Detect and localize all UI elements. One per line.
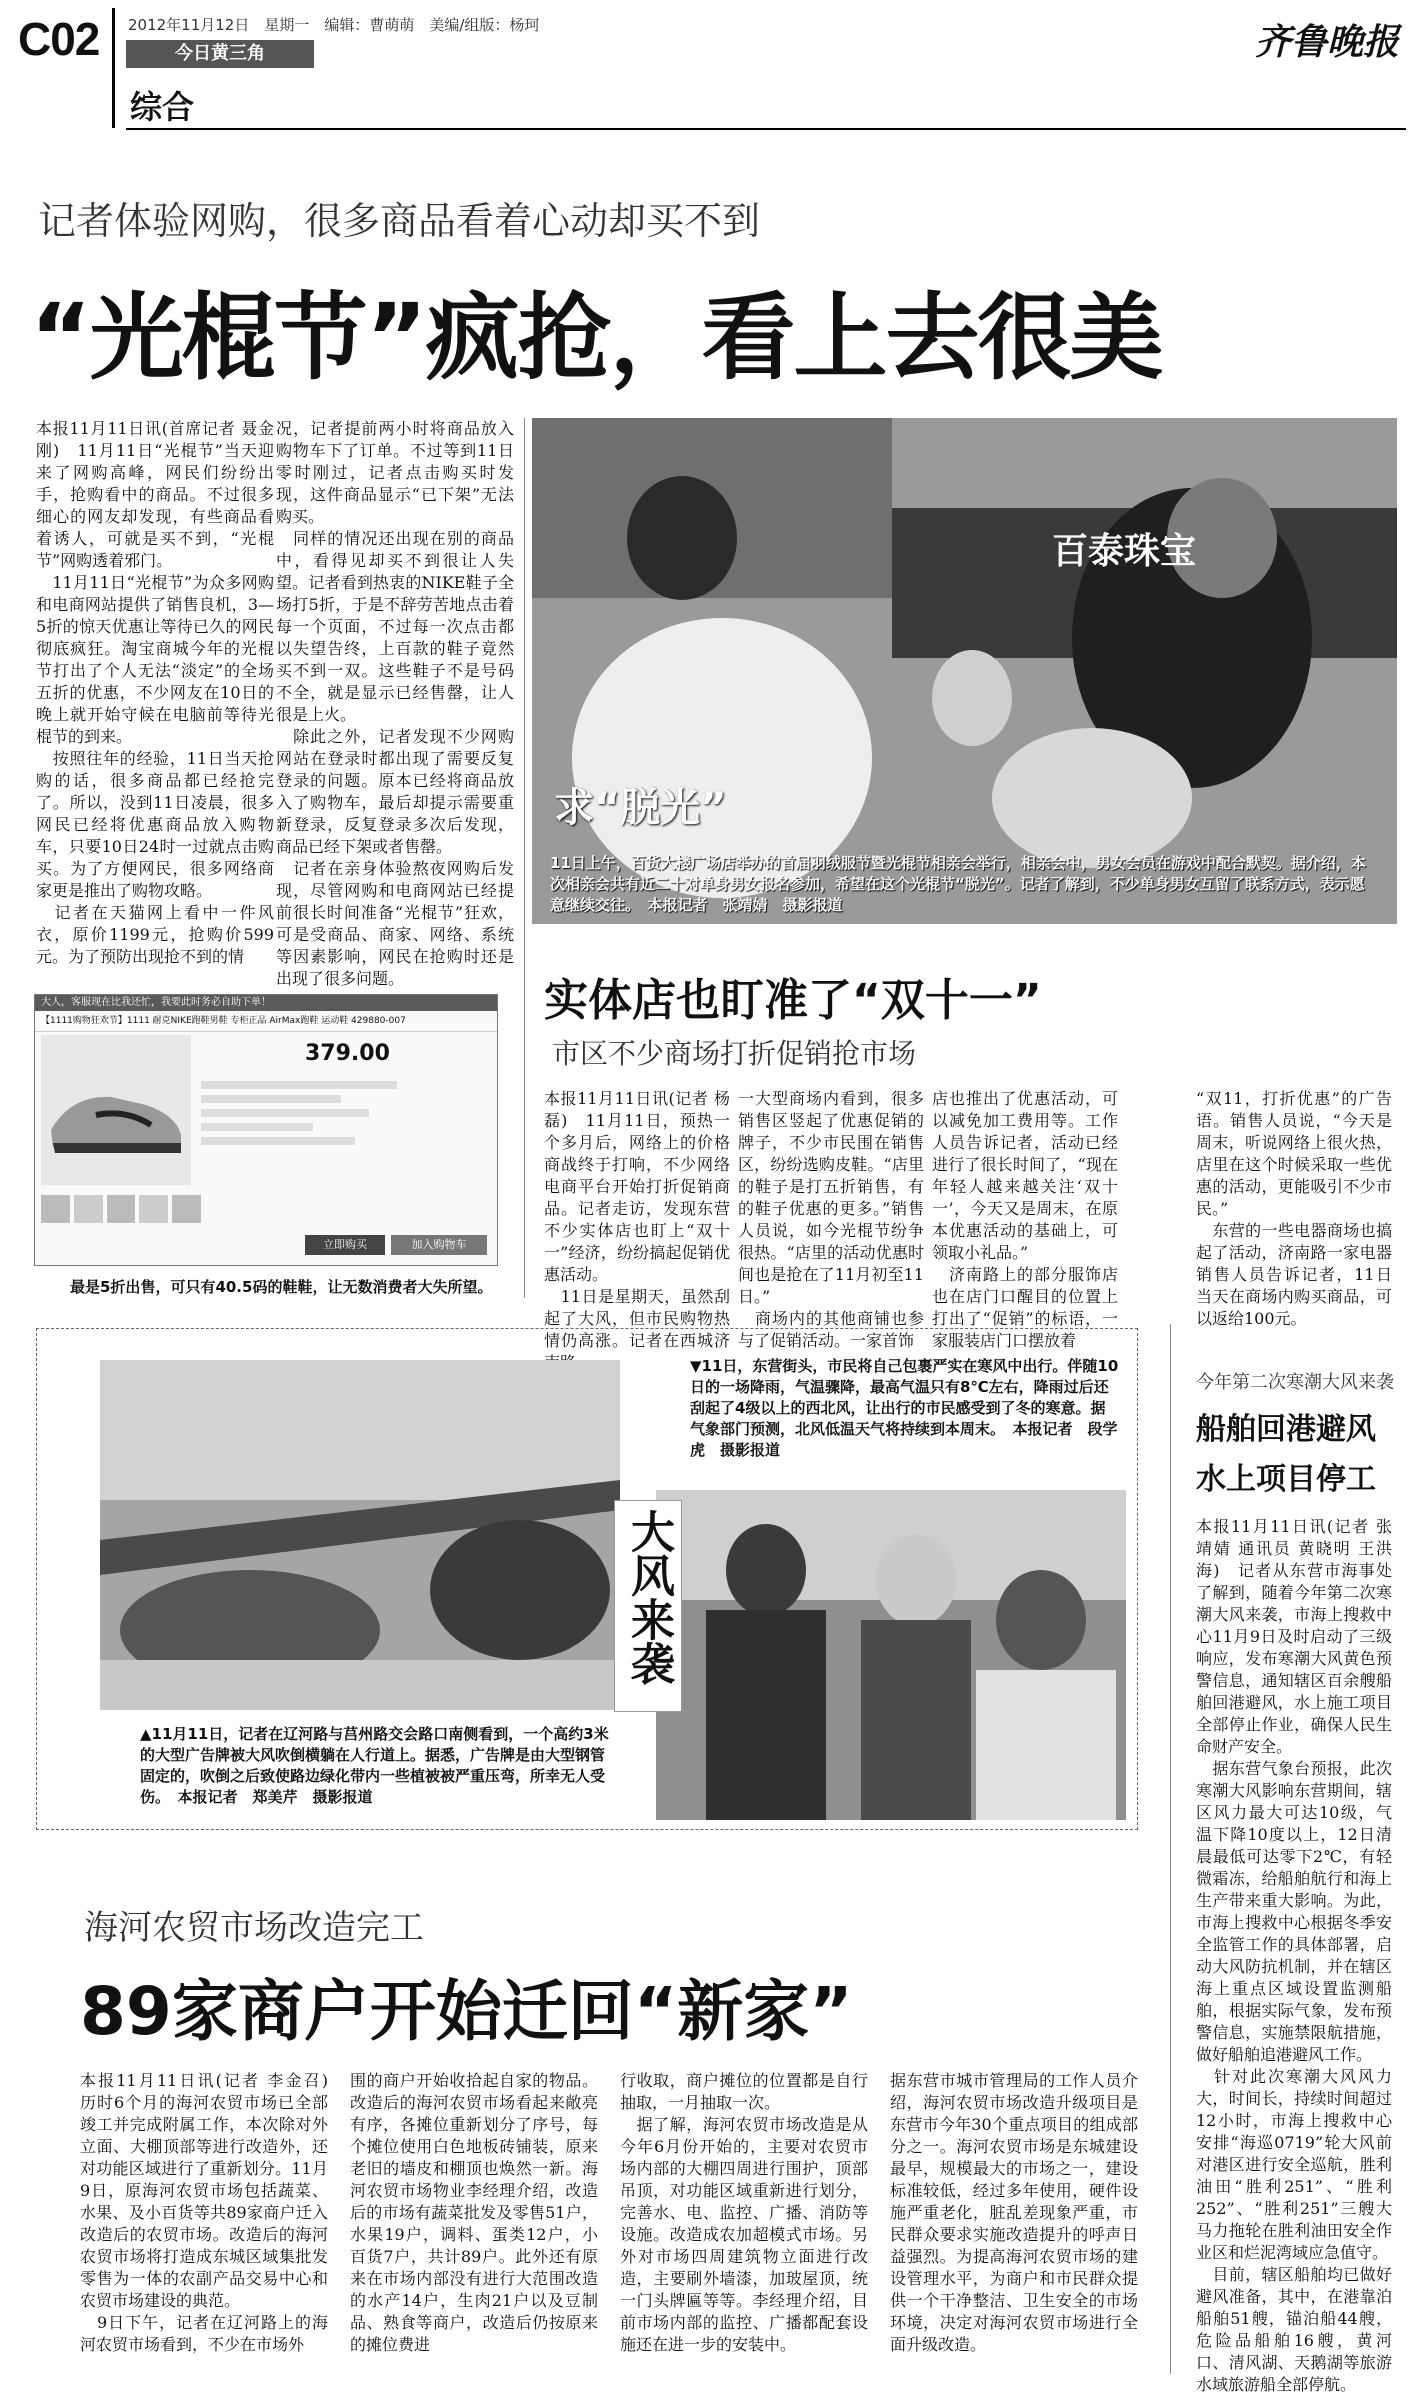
price-label: 379.00 (305, 1041, 390, 1066)
date-line: 2012年11月12日 星期一 编辑：曹萌萌 美编/组版：杨珂 (128, 16, 540, 34)
fallen-billboard-caption: ▲11月11日，记者在辽河路与莒州路交会路口南侧看到，一个高约3米的大型广告牌被大风吹倒横躺在人行道上。据悉，广告牌是由大型钢管固定的，吹倒之后致使路边绿化带内一些植被被严重压弯，所幸无人受伤。 本报记者 郑美芹 摄影报道 (140, 1725, 609, 1806)
market-body-col-1: 本报11月11日讯(记者 李金召) 历时6个月的海河农贸市场已全部竣工并完成附属工作，本次除对外立面、大棚顶部等进行改造外，还对功能区域进行了重新划分。11月9日，原海河农贸市场包括蔬菜、水果、及小百货等共89家商户迁入改造后的农贸市场。改造后的海河农贸市场将打造成东城区域集批发零售为一体的农副产品交易中心和农贸市场建设的典范。 9日下午，记者在辽河路上的海河农贸市场看到，不少在市场外 (80, 2071, 328, 2354)
options-area (201, 1075, 481, 1185)
lead-body-col-1: 本报11月11日讯(首席记者 聂金刚) 11月11日“光棍节”当天迎来了网购高峰，网民们纷纷出手，抢购看中的商品。不过很多细心的网友却发现，有些商品看着诱人，可就是买不到，“光棍节”网购透着邪门。 11月11日“光棍节”为众多网购和电商网站提供了销售良机，3—5折的惊天优惠让等待已久的网民彻底疯狂。淘宝商城今年的光棍节打出了个人无法“淡定”的全场五折的优惠，不少网友在10日的晚上就开始守候在电脑前等待光棍节的到来。 按照往年的经验，11日当天抢购的话，很多商品都已经抢完了。所以，没到11日凌晨，很多网民已经将优惠商品放入购物车，只要10日24时一过就点击购买。为了方便网民，很多网络商家更是推出了购物攻略。 记者在天猫网上看中一件风衣，原价1199元，抢购价599元。为了预防出现抢不到的情 (36, 419, 274, 966)
shop-product-title: 【1111购物狂欢节】1111 耐克NIKE跑鞋男鞋 专柜正品 AirMax跑鞋 运动鞋 429880-007 (35, 1011, 497, 1032)
store-body-col-4: “双11，打折优惠”的广告语。销售人员说，“今天是周末，听说网络上很火热，店里在这个时候采取一些优惠的活动，更能吸引不少市民。” 东营的一些电器商场也搞起了活动，济南路一家电器销售人员告诉记者，11日当天在商场内购买商品，可以返给100元。 (1196, 1089, 1392, 1328)
shop-caption: 最是5折出售，可只有40.5码的鞋鞋，让无数消费者大失所望。 (70, 1278, 493, 1296)
column-rule (524, 418, 525, 1298)
section-title: 综合 (130, 88, 195, 126)
pedestrians-caption: ▼11日，东营街头，市民将自己包裹严实在寒风中出行。伴随10日的一场降雨，气温骤降，最高气温只有8℃左右，降雨过后还刮起了4级以上的西北风，让出行的市民感受到了冬的寒意。据气象部门预测，北风低温天气将持续到本周末。 本报记者 段学虎 摄影报道 (690, 1357, 1119, 1459)
lead-headline: “光棍节”疯抢，看上去很美 (30, 284, 1162, 393)
ship-kicker: 今年第二次寒潮大风来袭 (1196, 1372, 1394, 1393)
fallen-billboard-photo (100, 1360, 620, 1710)
store-body-col-3: 店也推出了优惠活动，可以减免加工费用等。工作人员告诉记者，活动已经进行了很长时间了，“现在年轻人越来越关注‘双十一’，今天又是周末，在原本优惠活动的基础上，可领取小礼品。” 济南路上的部分服饰店也在店门口醒目的位置上打出了“促销”的标语，一家服装店门口摆放着 (932, 1089, 1118, 1350)
shop-screenshot (34, 994, 498, 1266)
ship-body: 本报11月11日讯(记者 张靖婧 通讯员 黄晓明 王洪海) 记者从东营市海事处了解到，随着今年第二次寒潮大风来袭，市海上搜救中心11月9日及时启动了三级响应，发布寒潮大风黄色预警信息，通知辖区百余艘船舶回港避风，水上施工项目全部停止作业，确保人民生命财产安全。 据东营气象台预报，此次寒潮大风影响东营期间，辖区风力最大可达10级，气温下降10度以上，12日清晨最低可达零下2℃，有轻微霜冻，给船舶航行和海上生产带来重大影响。为此，市海上搜救中心根据冬季安全监管工作的具体部署，启动大风防抗机制，并在辖区海上重点区域设置监测船舶，根据实际气象，发布预警信息，实施禁限航措施，做好船舶追港避风工作。 针对此次寒潮大风风力大，时间长，持续时间超过12小时，市海上搜救中心安排“海巡0719”轮大风前对港区进行安全巡航，胜利油田“胜利251”、“胜利252”、“胜利251”三艘大马力拖轮在胜利油田安全作业区和烂泥湾域应急值守。 目前，辖区船舶均已做好避风准备，其中，在港靠泊船舶51艘，锚泊船44艘，危险品船舶16艘，黄河口、清风湖、天鹅湖等旅游水域旅游船全部停航。 (1196, 1517, 1392, 2394)
page-number: C02 (18, 13, 100, 65)
shoe-image (41, 1035, 191, 1185)
photo-tag: 求“脱光” (554, 785, 727, 831)
ship-headline-2: 水上项目停工 (1196, 1462, 1376, 1497)
store-body-col-2: 一大型商场内看到，很多销售区竖起了优惠促销的牌子，不少市民围在销售区，纷纷选购皮鞋。“店里的鞋子是打五折销售，有的鞋子优惠的更多。”销售人员说，如今光棍节纷争很热。“店里的活动优惠时间也是抢在了11月初至11日。” 商场内的其他商铺也参与了促销活动。一家首饰 (738, 1089, 924, 1350)
pedestrians-photo (656, 1490, 1126, 1820)
market-body-col-4: 据东营市城市管理局的工作人员介绍，海河农贸市场改造升级项目是东营市今年30个重点项目的组成部分之一。海河农贸市场是东城建设最早，规模最大的市场之一，建设标准较低，经过多年使用，硬件设施严重老化，脏乱差现象严重，市民群众要求实施改造提升的呼声日益强烈。为提高海河农贸市场的建设管理水平，为商户和市民群众提供一个干净整洁、卫生安全的市场环境，决定对海河农贸市场进行全面升级改造。 (890, 2071, 1138, 2354)
market-kicker: 海河农贸市场改造完工 (84, 1908, 424, 1948)
store-sign: 百泰珠宝 (1052, 531, 1197, 572)
right-column-rule (1170, 1324, 1171, 2374)
market-body-col-3: 行收取，商户摊位的位置都是自行抽取，一月抽取一次。 据了解，海河农贸市场改造是从今年6月份开始的，主要对农贸市场内部的大棚四周进行围护，顶部吊顶，对功能区域重新进行划分，完善水、电、监控、广播、消防等设施。改造成农加超模式市场。另外对市场四周建筑物立面进行改造，主要刷外墙漆，加玻屋顶，统一门头牌匾等等。李经理介绍，目前市场内部的监控、广播都配套设施还在进一步的安装中。 (620, 2071, 868, 2354)
ship-headline-1: 船舶回港避风 (1196, 1412, 1376, 1447)
store-body-col-1: 本报11月11日讯(记者 杨磊) 11月11日，预热一个多月后，网络上的价格商战终于打响，不少网络电商平台开始打折促销商品。记者走访，发现东营不少实体店也盯上“双十一”经济，纷纷搞起促销优惠活动。 11日是星期天，虽然刮起了大风，但市民购物热情仍高涨。记者在西城济 (544, 1089, 730, 1350)
section-tab: 今日黄三角 (126, 40, 314, 68)
balloon-photo-caption: 11日上午，百货大楼广场店举办的首届羽绒服节暨光棍节相亲会举行，相亲会中，男女会员在游戏中配合默契。据介绍，本次相亲会共有近二十对单身男女报名参加，希望在这个光棍节“脱光”。记者了解到，不少单身男女互留了联系方式，表示愿意继续交往。 本报记者 张靖婧 摄影报道 (550, 854, 1366, 914)
wind-feature-label: 大风来袭 (614, 1500, 682, 1712)
header-bottom-rule (126, 128, 1406, 130)
lead-kicker: 记者体验网购，很多商品看着心动却买不到 (38, 199, 761, 243)
header-vertical-rule (112, 8, 115, 128)
market-body-col-2: 围的商户开始收拾起自家的物品。改造后的海河农贸市场看起来敞亮有序，各摊位重新划分了序号，每个摊位使用白色地板砖铺装，原来老旧的墙皮和棚顶也焕然一新。海河农贸市场物业李经理介绍，改造后的市场有蔬菜批发及零售51户，水果19户，调料、蛋类12户，小百货7户，共计89户。此外还有原来在市场内部没有进行大范围改造的水产14户，生肉21户以及豆制品、熟食等商户，改造后仍按原来的摊位费进 (350, 2071, 598, 2354)
lead-body-col-2: 况，记者提前两小时将商品放入购物车下了订单。不过等到11日零时刚过，记者点击购买时发现，这件商品显示“已下架”无法购买。 同样的情况还出现在别的商品中，看得见却买不到很让人失望。记者看到热衷的NIKE鞋子全场打5折，于是不辞劳苦地点击着每一个页面，不过每一次点击都以失望告终，上百款的鞋子竟然买不到一双。这些鞋子不是号码不全，就是显示已经售罄，让人很是上火。 除此之外，记者发现不少网购网站在登录时都出现了需要反复登录的问题。原本已经将商品放入了购物车，最后却提示需要重新登录，反复登录多次后发现，商品已经下架或者售罄。 记者在亲身体验熬夜网购后发现，尽管网购和电商网站已经提前很长时间准备“光棍节”狂欢，可是受商品、商家、网络、系统等因素影响，网民在抢购时还是出现了很多问题。 (276, 419, 514, 988)
balloon-photo (532, 418, 1397, 924)
shop-banner: 大人，客服现在比我还忙，我要此时务必自助下单！ (35, 995, 497, 1011)
market-headline: 89家商户开始迁回“新家” (80, 1973, 853, 2050)
buy-now-button[interactable]: 立即购买 (305, 1235, 385, 1255)
masthead-logo: 齐鲁晚报 (1255, 21, 1400, 63)
store-subhead: 市区不少商场打折促销抢市场 (552, 1037, 917, 1070)
store-headline: 实体店也盯准了“双十一” (544, 975, 1042, 1026)
thumbnail-strip (41, 1195, 201, 1223)
add-to-cart-button[interactable]: 加入购物车 (391, 1235, 487, 1255)
